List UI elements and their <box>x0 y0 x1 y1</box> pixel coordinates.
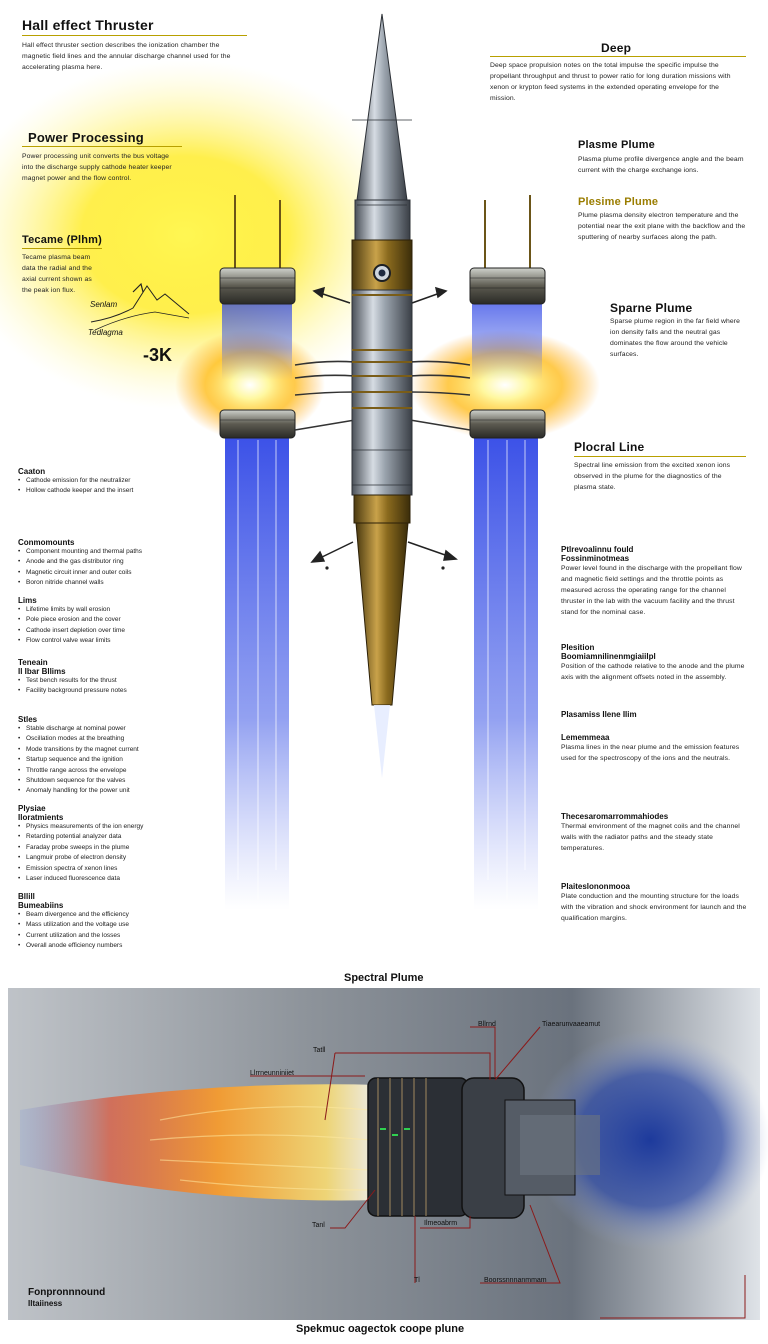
left-section-list <box>18 910 208 952</box>
tecam-text: Tecame plasma beam data the radial and the axial current shown as the peak ion flux. <box>22 254 92 294</box>
callout-1: Tiaearunvaaeamut <box>542 1021 601 1028</box>
list-item: • Beam divergence and the efficiency <box>18 910 208 920</box>
deep-text: Deep space propulsion notes on the total impulse the specific impulse the propellant throughput and thrust to power ratio for long duration missions with xenon or krypton feed systems in the extended operating envelope for the mission. <box>490 62 731 102</box>
bottom-left-sublabel: Iltaiiness <box>28 1299 63 1308</box>
list-item: • Facility background pressure notes <box>18 686 208 696</box>
left-section-2 <box>18 596 208 647</box>
list-item: • Retarding potential analyzer data <box>18 832 208 842</box>
bottom-caption: Spekmuc oagectok coope plune <box>296 1323 465 1335</box>
left-section-subtitle: Iloratmients <box>18 813 64 822</box>
list-item: • Stable discharge at nominal power <box>18 724 208 734</box>
list-item: • Anode and the gas distributor ring <box>18 557 208 567</box>
list-item: • Pole piece erosion and the cover <box>18 615 208 625</box>
right-section-text: Plasma lines in the near plume and the emission features used for the spectroscopy of the ions and the neutrals. <box>561 744 740 762</box>
plasma-plume-3-text: Sparse plume region in the far field where ion density falls and the neutral gas dominates the flow around the vehicle surfaces. <box>610 318 741 358</box>
list-item: • Startup sequence and the ignition <box>18 755 208 765</box>
right-section-subtitle: Fossinminotmeas <box>561 554 630 563</box>
list-item: • Throttle range across the envelope <box>18 766 208 776</box>
power-processing-text: Power processing unit converts the bus voltage into the discharge supply cathode heater keeper magnet power and the flow control. <box>22 153 172 182</box>
graph-label-a: Senlam <box>90 300 118 309</box>
right-section-text: Thermal environment of the magnet coils and the channel walls with the radiator paths and the steady state temperatures. <box>561 823 740 852</box>
spectral-line-text: Spectral line emission from the excited xenon ions observed in the plume for the diagnostics of the plasma state. <box>574 462 731 491</box>
power-processing-rule <box>22 146 182 147</box>
plasma-plume-2-text: Plume plasma density electron temperature and the potential near the exit plane with the backflow and the sputtering of nearby surfaces along the path. <box>578 212 746 241</box>
left-section-list <box>18 476 208 497</box>
left-section-title: Teneain <box>18 658 48 667</box>
list-item: • Magnetic circuit inner and outer coils <box>18 568 208 578</box>
list-item: • Cathode emission for the neutralizer <box>18 476 208 486</box>
left-section-6 <box>18 892 208 952</box>
list-item: • Hollow cathode keeper and the insert <box>18 486 208 496</box>
graph-value: -3K <box>143 345 173 365</box>
right-section-1 <box>561 643 749 683</box>
plasma-plume-2-title: Plesime Plume <box>578 196 659 208</box>
list-item: • Oscillation modes at the breathing <box>18 734 208 744</box>
graph-label-b: Tedlagma <box>88 328 123 337</box>
left-section-title: Bllill <box>18 892 35 901</box>
hall-thruster-rule <box>22 35 247 36</box>
left-section-title: Stles <box>18 715 38 724</box>
right-section-title: Thecesaromarrommahiodes <box>561 812 669 821</box>
list-item: • Component mounting and thermal paths <box>18 547 208 557</box>
right-section-title: Plaiteslononmooa <box>561 882 630 891</box>
left-section-0 <box>18 467 208 497</box>
spectral-plume-caption: Spectral Plume <box>344 972 424 984</box>
right-section-0 <box>561 545 749 618</box>
list-item: • Physics measurements of the ion energy <box>18 822 208 832</box>
spectral-line-rule <box>574 456 746 457</box>
list-item: • Test bench results for the thrust <box>18 676 208 686</box>
plasma-plume-1-title: Plasme Plume <box>578 139 655 151</box>
right-section-title: Ptlrevoalinnu fould <box>561 545 634 554</box>
tecam-rule <box>22 248 102 249</box>
left-section-list <box>18 676 208 697</box>
list-item: • Lifetime limits by wall erosion <box>18 605 208 615</box>
left-section-title: Plysiae <box>18 804 46 813</box>
left-section-list <box>18 547 208 589</box>
right-section-title: Plasamiss Ilene Ilim <box>561 710 637 719</box>
list-item: • Laser induced fluorescence data <box>18 874 208 884</box>
callout-2: Tatll <box>313 1047 326 1054</box>
left-section-subtitle: Bumeabiins <box>18 901 64 910</box>
callout-5: Ilmeoabrm <box>424 1220 458 1227</box>
left-section-subtitle: Il Ibar Bllims <box>18 667 66 676</box>
plasma-plume-1-text: Plasma plume profile divergence angle and the beam current with the charge exchange ions. <box>578 156 744 174</box>
list-item: • Shutdown sequence for the valves <box>18 776 208 786</box>
callout-7: Boorssnnnanmmam <box>484 1277 547 1284</box>
tecam-title: Tecame (Plhm) <box>22 234 103 246</box>
bottom-left-label: Fonpronnnound <box>28 1287 106 1298</box>
plasma-plume-3-title: Sparne Plume <box>610 301 693 315</box>
left-section-title: Caaton <box>18 467 46 476</box>
right-section-2 <box>561 710 749 764</box>
spectral-line-title: Plocral Line <box>574 440 645 454</box>
list-item: • Mode transitions by the magnet current <box>18 745 208 755</box>
power-processing-title: Power Processing <box>28 130 144 145</box>
left-section-title: Lims <box>18 596 37 605</box>
callout-4: Tanl <box>312 1222 325 1229</box>
list-item: • Anomaly handling for the power unit <box>18 786 208 796</box>
left-section-title: Conmomounts <box>18 538 75 547</box>
left-section-3 <box>18 658 208 697</box>
list-item: • Boron nitride channel walls <box>18 578 208 588</box>
right-section-text: Position of the cathode relative to the anode and the plume axis with the alignment offsets noted in the assembly. <box>561 663 745 681</box>
right-section-text: Plate conduction and the mounting structure for the loads with the vibration and shock environment for launch and the qualification margins. <box>561 893 747 922</box>
left-section-5 <box>18 804 208 884</box>
deep-rule <box>490 56 746 57</box>
left-section-list <box>18 822 208 884</box>
right-section-3 <box>561 812 749 854</box>
list-item: • Emission spectra of xenon lines <box>18 864 208 874</box>
list-item: • Overall anode efficiency numbers <box>18 941 208 951</box>
list-item: • Faraday probe sweeps in the plume <box>18 843 208 853</box>
right-section-text: Power level found in the discharge with the propellant flow and magnetic field settings and the throttle points as measured across the operating range for the channel thruster in the lab with the vacuum facility and the thrust stand for the nominal case. <box>561 565 742 616</box>
list-item: • Cathode insert depletion over time <box>18 626 208 636</box>
list-item: • Mass utilization and the voltage use <box>18 920 208 930</box>
right-section-subtitle: Boomiamnilinenmgiaiilpl <box>561 652 656 661</box>
deep-title: Deep <box>601 41 632 55</box>
left-section-1 <box>18 538 208 589</box>
callout-6: Tl <box>414 1277 420 1284</box>
list-item: • Langmuir probe of electron density <box>18 853 208 863</box>
right-section-subtitle: Lememmeaa <box>561 733 610 742</box>
hall-thruster-text: Hall effect thruster section describes the ionization chamber the magnetic field lines and the annular discharge channel used for the accelerating plasma here. <box>22 42 231 71</box>
right-section-4 <box>561 882 749 924</box>
left-section-list <box>18 605 208 647</box>
list-item: • Current utilization and the losses <box>18 931 208 941</box>
list-item: • Flow control valve wear limits <box>18 636 208 646</box>
callout-3: Llrrneunniniiet <box>250 1070 294 1077</box>
right-section-title: Plesition <box>561 643 595 652</box>
hall-thruster-title: Hall effect Thruster <box>22 17 154 33</box>
callout-0: Bllrnd <box>478 1021 496 1028</box>
left-section-4 <box>18 715 208 797</box>
left-section-list <box>18 724 208 797</box>
